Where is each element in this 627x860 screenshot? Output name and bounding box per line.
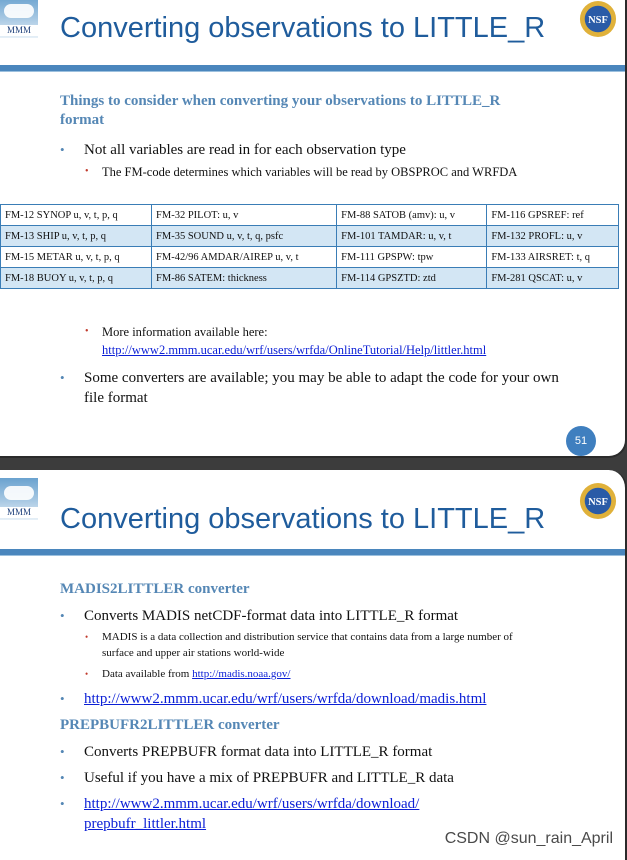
bullet-dot-icon: • bbox=[85, 632, 89, 642]
svg-text:NSF: NSF bbox=[588, 496, 608, 508]
bullet-dot-icon: • bbox=[60, 796, 65, 811]
table-cell: FM-133 AIRSRET: t, q bbox=[487, 247, 619, 268]
madis-noaa-link[interactable]: http://madis.noaa.gov/ bbox=[192, 668, 291, 680]
table-cell: FM-88 SATOB (amv): u, v bbox=[337, 205, 487, 226]
bullet-item: • Converts PREPBUFR format data into LITTLE_R format bbox=[60, 744, 433, 760]
nsf-logo-icon bbox=[579, 482, 617, 520]
table-cell: FM-42/96 AMDAR/AIREP u, v, t bbox=[152, 247, 337, 268]
bullet-dot-icon: • bbox=[60, 608, 65, 623]
page-number-badge: 51 bbox=[566, 426, 596, 456]
bullet-dot-icon: • bbox=[60, 744, 65, 759]
table-cell: FM-86 SATEM: thickness bbox=[152, 268, 337, 289]
sub-bullet-item: • Data available from http://madis.noaa.gov/ bbox=[85, 668, 291, 680]
bullet-item: • Not all variables are read in for each observation type bbox=[60, 142, 406, 158]
sub-bullet-item: • More information available here: http://www2.mmm.ucar.edu/wrf/users/wrfda/OnlineTutorial/Help/littler.html bbox=[85, 325, 487, 357]
bullet-dot-icon: • bbox=[60, 370, 65, 385]
title-underline-bar bbox=[0, 549, 627, 556]
title-underline-bar bbox=[0, 65, 627, 72]
bullet-dot-icon: • bbox=[85, 326, 89, 337]
slide-52 bbox=[0, 470, 627, 860]
table-row bbox=[1, 247, 619, 268]
section-heading: PREPBUFR2LITTLER converter bbox=[60, 717, 280, 733]
table-cell: FM-132 PROFL: u, v bbox=[487, 226, 619, 247]
table-cell: FM-15 METAR u, v, t, p, q bbox=[1, 247, 152, 268]
table-cell: FM-13 SHIP u, v, t, p, q bbox=[1, 226, 152, 247]
nsf-logo-icon bbox=[579, 0, 617, 38]
table-cell: FM-32 PILOT: u, v bbox=[152, 205, 337, 226]
section-heading: MADIS2LITTLER converter bbox=[60, 581, 250, 597]
csdn-watermark: CSDN @sun_rain_April bbox=[444, 830, 613, 847]
bullet-dot-icon: • bbox=[60, 142, 65, 157]
slide-title: Converting observations to LITTLE_R bbox=[60, 503, 546, 535]
bullet-dot-icon: • bbox=[60, 691, 65, 706]
prepbufr-download-link[interactable]: http://www2.mmm.ucar.edu/wrf/users/wrfda/download/ prepbufr_littler.html bbox=[84, 796, 420, 832]
bullet-item: • Converts MADIS netCDF-format data into LITTLE_R format bbox=[60, 608, 459, 624]
table-row bbox=[1, 205, 619, 226]
bullet-item bbox=[60, 794, 420, 834]
table-cell: FM-114 GPSZTD: ztd bbox=[337, 268, 487, 289]
table-cell: FM-12 SYNOP u, v, t, p, q bbox=[1, 205, 152, 226]
table-row bbox=[1, 268, 619, 289]
bullet-dot-icon: • bbox=[60, 770, 65, 785]
mmm-logo-icon: MMM bbox=[0, 478, 38, 520]
mmm-logo-icon: MMM bbox=[0, 0, 38, 38]
section-heading: Things to consider when converting your observations to LITTLE_R format bbox=[60, 93, 501, 128]
observation-type-table bbox=[0, 204, 619, 289]
table-cell: FM-111 GPSPW: tpw bbox=[337, 247, 487, 268]
sub-bullet-item: • MADIS is a data collection and distribution service that contains data from a large number of surface and upper air stations world-wide bbox=[85, 631, 513, 659]
table-cell: FM-35 SOUND u, v, t, q, psfc bbox=[152, 226, 337, 247]
sub-bullet-item: • The FM-code determines which variables will be read by OBSPROC and WRFDA bbox=[85, 165, 518, 179]
table-cell: FM-18 BUOY u, v, t, p, q bbox=[1, 268, 152, 289]
table-cell: FM-101 TAMDAR: u, v, t bbox=[337, 226, 487, 247]
bullet-dot-icon: • bbox=[85, 166, 89, 177]
bullet-item bbox=[60, 689, 487, 709]
littler-help-link[interactable]: http://www2.mmm.ucar.edu/wrf/users/wrfda/OnlineTutorial/Help/littler.html bbox=[102, 343, 487, 357]
table-cell: FM-281 QSCAT: u, v bbox=[487, 268, 619, 289]
table-cell: FM-116 GPSREF: ref bbox=[487, 205, 619, 226]
svg-text:NSF: NSF bbox=[588, 14, 608, 26]
bullet-item: • Useful if you have a mix of PREPBUFR and LITTLE_R data bbox=[60, 770, 454, 786]
slide-title: Converting observations to LITTLE_R bbox=[60, 12, 546, 44]
bullet-dot-icon: • bbox=[85, 669, 89, 679]
madis-download-link[interactable]: http://www2.mmm.ucar.edu/wrf/users/wrfda/download/madis.html bbox=[84, 691, 487, 707]
table-row bbox=[1, 226, 619, 247]
bullet-item: • Some converters are available; you may be able to adapt the code for your own file format bbox=[60, 370, 559, 406]
